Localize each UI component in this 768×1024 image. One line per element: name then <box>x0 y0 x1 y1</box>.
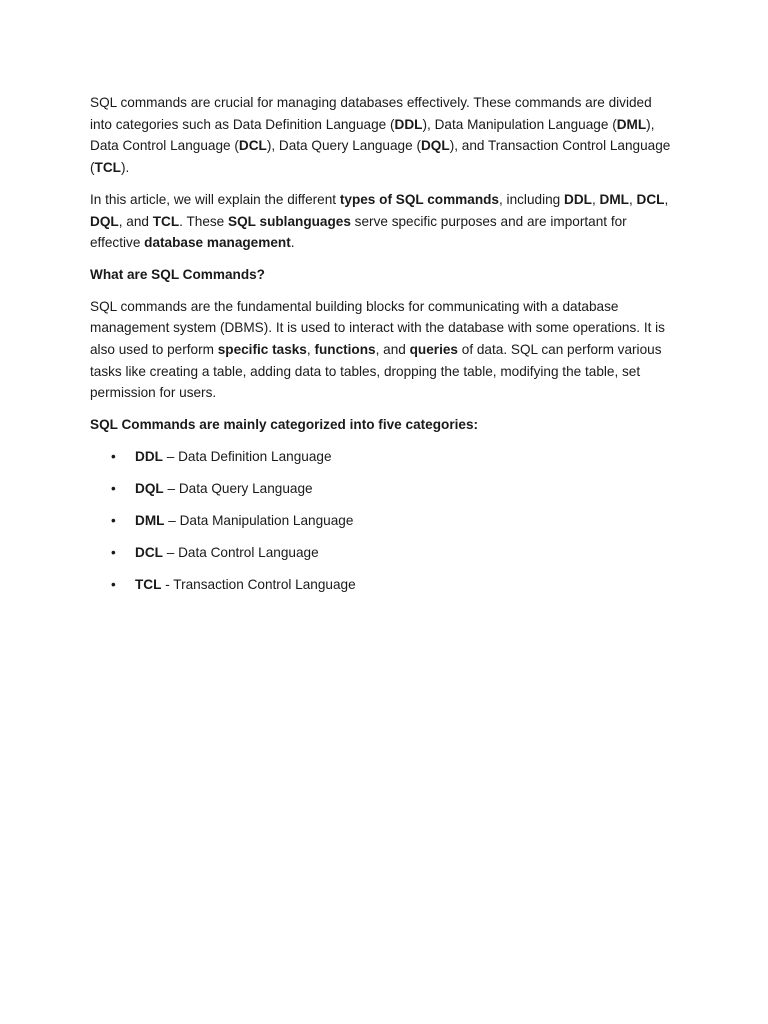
bullet-icon: • <box>111 480 116 496</box>
bold-term: DQL <box>90 213 119 229</box>
text-run: , including <box>499 191 564 207</box>
bold-term: functions <box>314 342 376 358</box>
category-abbr: DCL <box>135 544 163 560</box>
text-run: ), and Transaction Control Language ( <box>90 138 671 176</box>
category-separator: - <box>161 576 174 592</box>
bold-term: DQL <box>420 138 450 154</box>
bullet-icon: • <box>111 576 116 592</box>
category-abbr: TCL <box>135 576 162 592</box>
list-item <box>90 478 676 500</box>
text-run: , <box>591 191 600 207</box>
text-run: SQL commands are the fundamental building blocks for communicating with a database management system (DBMS). It is used to interact with the database with some operations. It is also used to perform <box>90 298 665 358</box>
category-abbr: DQL <box>135 480 164 496</box>
category-separator: – <box>162 544 179 560</box>
text-run: , and <box>118 213 153 229</box>
bold-term: DDL <box>564 191 592 207</box>
list-item <box>90 574 676 596</box>
bold-term: SQL sublanguages <box>228 213 351 229</box>
categories-heading: SQL Commands are mainly categorized into five categories: <box>90 417 479 433</box>
bullet-icon: • <box>111 512 116 528</box>
category-abbr: DML <box>135 512 165 528</box>
bold-term: types of SQL commands <box>339 191 499 207</box>
intro-paragraph-2 <box>90 189 676 254</box>
text-run: ), Data Control Language ( <box>90 116 655 154</box>
bold-term: DML <box>616 116 647 132</box>
text-run: serve specific purposes and are important for effective <box>90 213 627 251</box>
categories-list <box>90 446 676 596</box>
category-abbr: DDL <box>135 448 163 464</box>
text-run: , <box>628 191 637 207</box>
text-run: SQL commands are crucial for managing databases effectively. These commands are divided into categories such as Data Definition Language ( <box>90 95 652 132</box>
category-separator: – <box>163 480 179 496</box>
list-item <box>90 542 676 564</box>
category-name: Data Control Language <box>178 544 319 560</box>
bold-term: DML <box>599 191 629 207</box>
text-run: of data. SQL can perform various tasks like creating a table, adding data to tables, dropping the table, modifying the table, set permission for users. <box>90 342 662 401</box>
text-run: ), Data Query Language ( <box>266 138 421 154</box>
section-paragraph <box>90 296 676 405</box>
bold-term: TCL <box>94 160 121 176</box>
list-item <box>90 510 676 532</box>
category-name: Transaction Control Language <box>173 576 356 592</box>
text-run: . These <box>179 213 229 229</box>
intro-paragraph-1 <box>90 92 676 179</box>
text-run: ). <box>120 160 130 176</box>
category-name: Data Definition Language <box>178 448 332 464</box>
bold-term: TCL <box>152 213 180 229</box>
text-run: , <box>664 191 669 207</box>
bold-term: DCL <box>238 138 267 154</box>
bold-term: specific tasks <box>217 342 307 358</box>
section-heading: What are SQL Commands? <box>90 266 265 282</box>
bold-term: DCL <box>636 191 665 207</box>
category-separator: – <box>162 448 179 464</box>
bold-term: database management <box>144 235 291 251</box>
bold-term: DDL <box>394 116 423 132</box>
list-item <box>90 446 676 468</box>
bold-term: queries <box>409 342 458 358</box>
category-name: Data Manipulation Language <box>179 512 354 528</box>
text-run: . <box>290 235 295 251</box>
text-run: ), Data Manipulation Language ( <box>422 116 617 132</box>
category-separator: – <box>164 512 180 528</box>
text-run: , and <box>375 342 410 358</box>
bullet-icon: • <box>111 544 116 560</box>
text-run: , <box>306 342 315 358</box>
bullet-icon: • <box>111 448 116 464</box>
text-run: In this article, we will explain the different <box>90 191 340 207</box>
category-name: Data Query Language <box>178 480 313 496</box>
